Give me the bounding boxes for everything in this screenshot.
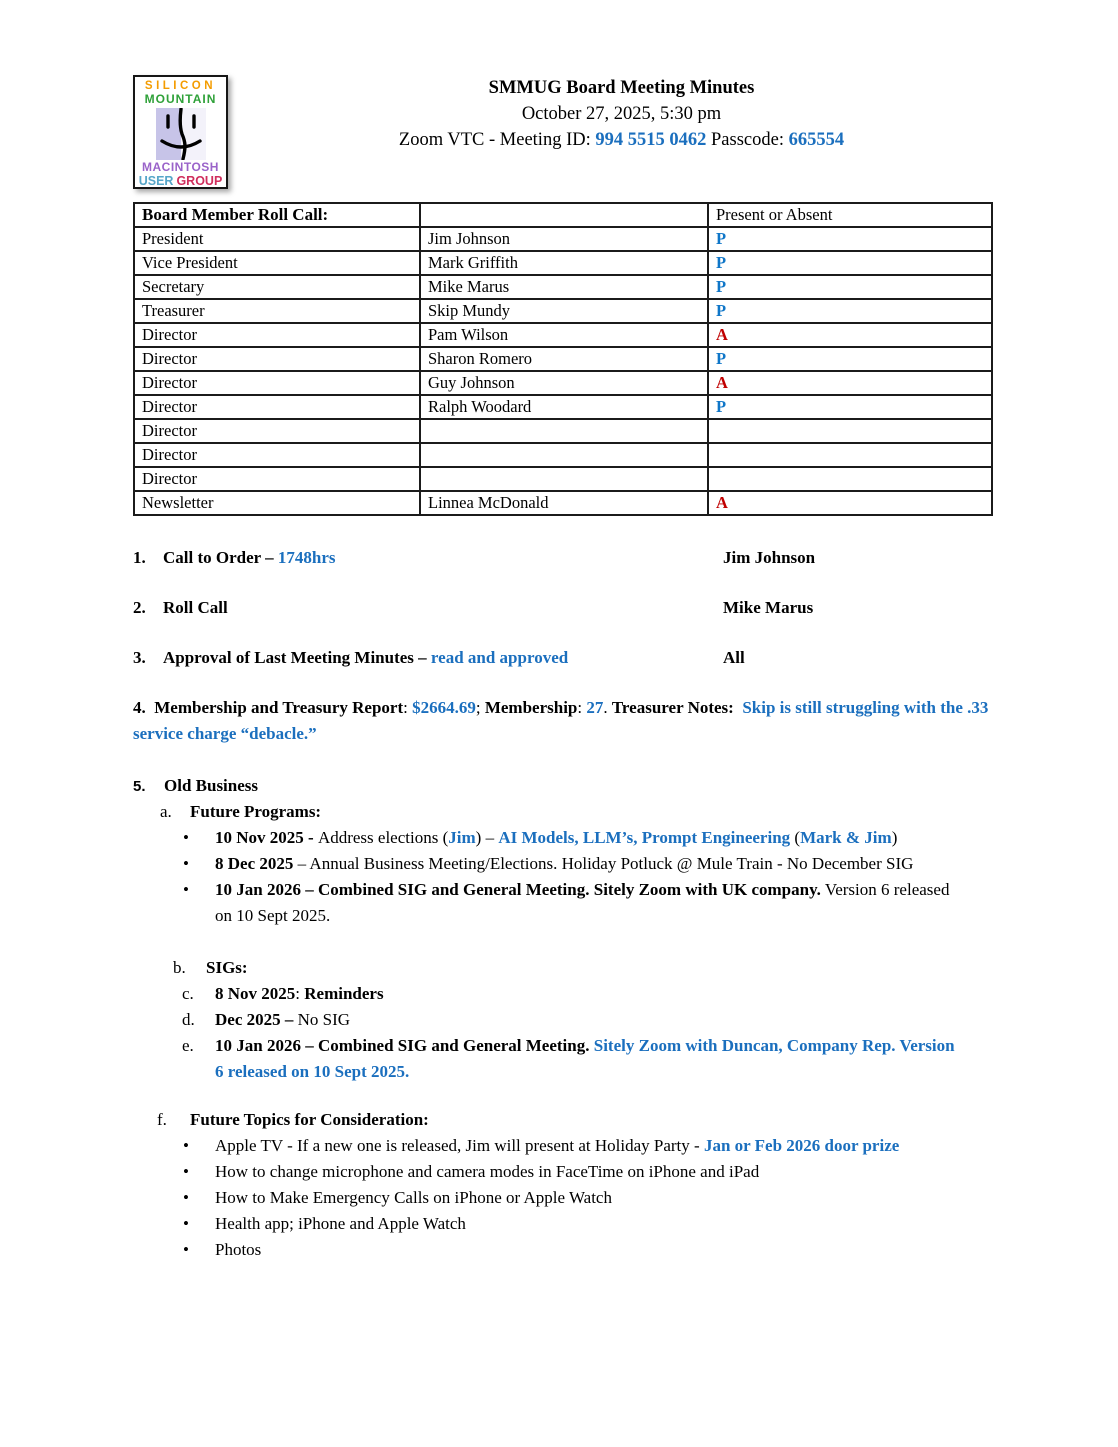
cell-status xyxy=(708,443,992,467)
text-segment: ) xyxy=(891,828,898,847)
agenda-item-text xyxy=(163,648,568,667)
text-segment: 4. Membership and Treasury Report xyxy=(133,698,404,717)
text-segment: 27 xyxy=(586,698,604,717)
logo-text-mountain: MOUNTAIN xyxy=(144,92,217,106)
bullet-text xyxy=(215,825,897,851)
text-segment: : xyxy=(403,698,413,717)
agenda-item-number: 1. xyxy=(133,548,146,567)
lettered-item xyxy=(173,955,991,981)
lettered-item-letter: b. xyxy=(173,958,186,977)
text-segment: 10 Jan 2026 – Combined SIG and General Meeting. xyxy=(215,1036,594,1055)
bullet-item xyxy=(183,851,991,877)
cell-role: Director xyxy=(134,419,420,443)
agenda-item-5 xyxy=(133,773,991,799)
agenda-items xyxy=(133,545,991,671)
cell-role: Director xyxy=(134,395,420,419)
cell-name: Jim Johnson xyxy=(420,227,708,251)
title-block xyxy=(253,75,990,153)
bullet-text xyxy=(215,1185,612,1211)
logo-text-macintosh: MACINTOSH xyxy=(142,160,219,174)
agenda xyxy=(133,545,991,1263)
agenda-item-owner: Jim Johnson xyxy=(723,548,816,567)
future-programs-bullets xyxy=(133,825,991,929)
logo-text-silicon: SILICON xyxy=(144,80,217,92)
meeting-datetime: October 27, 2025, 5:30 pm xyxy=(521,104,722,124)
table-row xyxy=(134,347,992,371)
lettered-item-letter: e. xyxy=(182,1036,194,1055)
cell-name: Mike Marus xyxy=(420,275,708,299)
table-row xyxy=(134,227,992,251)
text-segment: 8 Dec 2025 xyxy=(215,854,294,873)
bullet-text xyxy=(215,877,963,929)
agenda-item-text xyxy=(163,598,228,617)
cell-role: Director xyxy=(134,467,420,491)
agenda-item-4 xyxy=(133,695,991,747)
text-segment: $2664.69 xyxy=(412,698,476,717)
text-segment: Mark & Jim xyxy=(800,828,892,847)
lettered-item-text xyxy=(215,1007,350,1033)
bullet-icon: • xyxy=(183,1240,189,1259)
bullet-item xyxy=(183,877,991,929)
cell-status: P xyxy=(708,347,992,371)
text-segment: Sitely Zoom with Duncan, Company Rep. Version 6 released on 10 Sept 2025. xyxy=(215,1036,955,1081)
roll-call-body xyxy=(134,203,992,515)
text-segment: Reminders xyxy=(304,984,384,1003)
text-segment: How to Make Emergency Calls on iPhone or Apple Watch xyxy=(215,1188,612,1207)
text-segment: – Annual Business Meeting/Elections. Holiday Potluck @ Mule Train - No December SIG xyxy=(293,854,914,873)
lettered-item-letter: c. xyxy=(182,984,194,1003)
agenda-item-owner: Mike Marus xyxy=(723,598,814,617)
cell-role: Director xyxy=(134,323,420,347)
text-segment: AI Models, LLM’s, Prompt Engineering xyxy=(498,828,791,847)
table-row xyxy=(134,419,992,443)
table-row xyxy=(134,251,992,275)
cell-role: Director xyxy=(134,443,420,467)
bullet-text xyxy=(215,1211,466,1237)
text-segment: Jim xyxy=(448,828,476,847)
text-segment: Dec 2025 – xyxy=(215,1010,298,1029)
finder-face-icon xyxy=(156,108,206,160)
cell-role: Secretary xyxy=(134,275,420,299)
agenda-item-number: 3. xyxy=(133,648,146,667)
cell-name xyxy=(420,419,708,443)
text-segment: : xyxy=(295,984,305,1003)
agenda-item xyxy=(133,595,991,621)
text-segment: 665554 xyxy=(788,130,845,150)
smmug-logo xyxy=(133,75,228,189)
text-segment: No SIG xyxy=(297,1010,351,1029)
text-segment: Address elections ( xyxy=(317,828,449,847)
agenda-item-owner: All xyxy=(723,648,745,667)
sig-items xyxy=(133,955,991,1085)
cell-name: Ralph Woodard xyxy=(420,395,708,419)
cell-status: A xyxy=(708,371,992,395)
header-cell-present: Present or Absent xyxy=(708,203,992,227)
old-business-title: Old Business xyxy=(164,776,259,795)
table-row xyxy=(134,275,992,299)
text-segment: Photos xyxy=(215,1240,262,1259)
lettered-item-text xyxy=(215,981,384,1007)
logo-text-usergroup xyxy=(135,174,226,188)
bullet-item xyxy=(183,1237,991,1263)
text-segment: Approval of Last Meeting Minutes – xyxy=(163,648,431,667)
text-segment: Membership xyxy=(484,698,578,717)
cell-role: Treasurer xyxy=(134,299,420,323)
bullet-item xyxy=(183,1133,991,1159)
table-row xyxy=(134,299,992,323)
header-cell-roll-call: Board Member Roll Call: xyxy=(134,203,420,227)
cell-status: P xyxy=(708,251,992,275)
bullet-text xyxy=(215,1237,261,1263)
text-segment: Roll Call xyxy=(163,598,228,617)
bullet-icon: • xyxy=(183,854,189,873)
text-segment: Call to Order – xyxy=(163,548,278,567)
cell-role: Newsletter xyxy=(134,491,420,515)
cell-name: Sharon Romero xyxy=(420,347,708,371)
sub-item-letter: a. xyxy=(160,802,172,821)
text-segment: 10 Jan 2026 – Combined SIG and General Meeting. Sitely Zoom with UK company. xyxy=(215,880,821,899)
cell-name: Linnea McDonald xyxy=(420,491,708,515)
bullet-text xyxy=(215,851,913,877)
text-segment: read and approved xyxy=(430,648,569,667)
text-segment: ) – xyxy=(475,828,499,847)
agenda-item xyxy=(133,645,991,671)
text-segment: Version 6 released on 10 Sept 2025. xyxy=(215,880,950,925)
agenda-item xyxy=(133,545,991,571)
cell-status: P xyxy=(708,275,992,299)
cell-name xyxy=(420,443,708,467)
text-segment: Passcode: xyxy=(706,130,789,150)
roll-call-table xyxy=(133,202,993,516)
cell-name: Guy Johnson xyxy=(420,371,708,395)
header-cell-name xyxy=(420,203,708,227)
cell-role: Vice President xyxy=(134,251,420,275)
agenda-item-number: 5. xyxy=(133,778,146,795)
cell-status xyxy=(708,419,992,443)
cell-role: President xyxy=(134,227,420,251)
cell-status: A xyxy=(708,323,992,347)
text-segment: Jan or Feb 2026 door prize xyxy=(703,1136,900,1155)
cell-role: Director xyxy=(134,347,420,371)
cell-name: Skip Mundy xyxy=(420,299,708,323)
bullet-item xyxy=(183,1211,991,1237)
logo-text-group: GROUP xyxy=(176,174,223,188)
table-row xyxy=(134,395,992,419)
table-row xyxy=(134,323,992,347)
bullet-icon: • xyxy=(183,880,189,899)
bullet-item xyxy=(183,1185,991,1211)
text-segment: Apple TV - If a new one is released, Jim will present at Holiday Party - xyxy=(215,1136,704,1155)
text-segment: Skip is still struggling with the .33 service charge “debacle.” xyxy=(133,698,989,743)
cell-name: Mark Griffith xyxy=(420,251,708,275)
text-segment: Zoom VTC - Meeting ID: xyxy=(398,130,596,150)
text-segment: How to change microphone and camera modes in FaceTime on iPhone and iPad xyxy=(215,1162,760,1181)
text-segment: 8 Nov 2025 xyxy=(215,984,296,1003)
text-segment: ( xyxy=(790,828,801,847)
bullet-text xyxy=(215,1159,759,1185)
text-segment: : xyxy=(577,698,587,717)
agenda-item-text xyxy=(163,548,336,567)
lettered-item-text xyxy=(206,955,248,981)
table-header-row xyxy=(134,203,992,227)
table-row xyxy=(134,467,992,491)
cell-status: P xyxy=(708,395,992,419)
cell-role: Director xyxy=(134,371,420,395)
bullet-icon: • xyxy=(183,828,189,847)
sub-item-a xyxy=(133,799,991,825)
bullet-icon: • xyxy=(183,1188,189,1207)
text-segment: Treasurer Notes: xyxy=(611,698,734,717)
cell-status xyxy=(708,467,992,491)
sub-item-f xyxy=(133,1107,991,1133)
bullet-icon: • xyxy=(183,1214,189,1233)
text-segment: 1748hrs xyxy=(277,548,336,567)
lettered-item xyxy=(182,1007,991,1033)
bullet-item xyxy=(183,1159,991,1185)
text-segment: 994 5515 0462 xyxy=(595,130,707,150)
future-topics-title: Future Topics for Consideration: xyxy=(190,1110,429,1129)
text-segment: ; xyxy=(475,698,485,717)
bullet-icon: • xyxy=(183,1136,189,1155)
cell-status: P xyxy=(708,227,992,251)
future-programs-title: Future Programs: xyxy=(190,802,322,821)
table-row xyxy=(134,443,992,467)
cell-name xyxy=(420,467,708,491)
cell-status: A xyxy=(708,491,992,515)
document-title: SMMUG Board Meeting Minutes xyxy=(488,78,755,98)
table-row xyxy=(134,371,992,395)
bullet-item xyxy=(183,825,991,851)
zoom-meeting-line xyxy=(253,127,990,153)
lettered-item xyxy=(182,981,991,1007)
bullet-icon: • xyxy=(183,1162,189,1181)
text-segment: 10 Nov 2025 - xyxy=(215,828,318,847)
text-segment: . xyxy=(603,698,612,717)
lettered-item xyxy=(182,1033,991,1085)
future-topics-bullets xyxy=(133,1133,991,1263)
cell-name: Pam Wilson xyxy=(420,323,708,347)
logo-text-user: USER xyxy=(138,174,174,188)
text-segment: Health app; iPhone and Apple Watch xyxy=(215,1214,466,1233)
lettered-item-text xyxy=(215,1033,963,1085)
cell-status: P xyxy=(708,299,992,323)
sub-item-letter: f. xyxy=(157,1110,167,1129)
lettered-item-letter: d. xyxy=(182,1010,195,1029)
document-header xyxy=(133,75,990,188)
agenda-item-number: 2. xyxy=(133,598,146,617)
table-row xyxy=(134,491,992,515)
text-segment: SIGs: xyxy=(206,958,248,977)
bullet-text xyxy=(215,1133,899,1159)
